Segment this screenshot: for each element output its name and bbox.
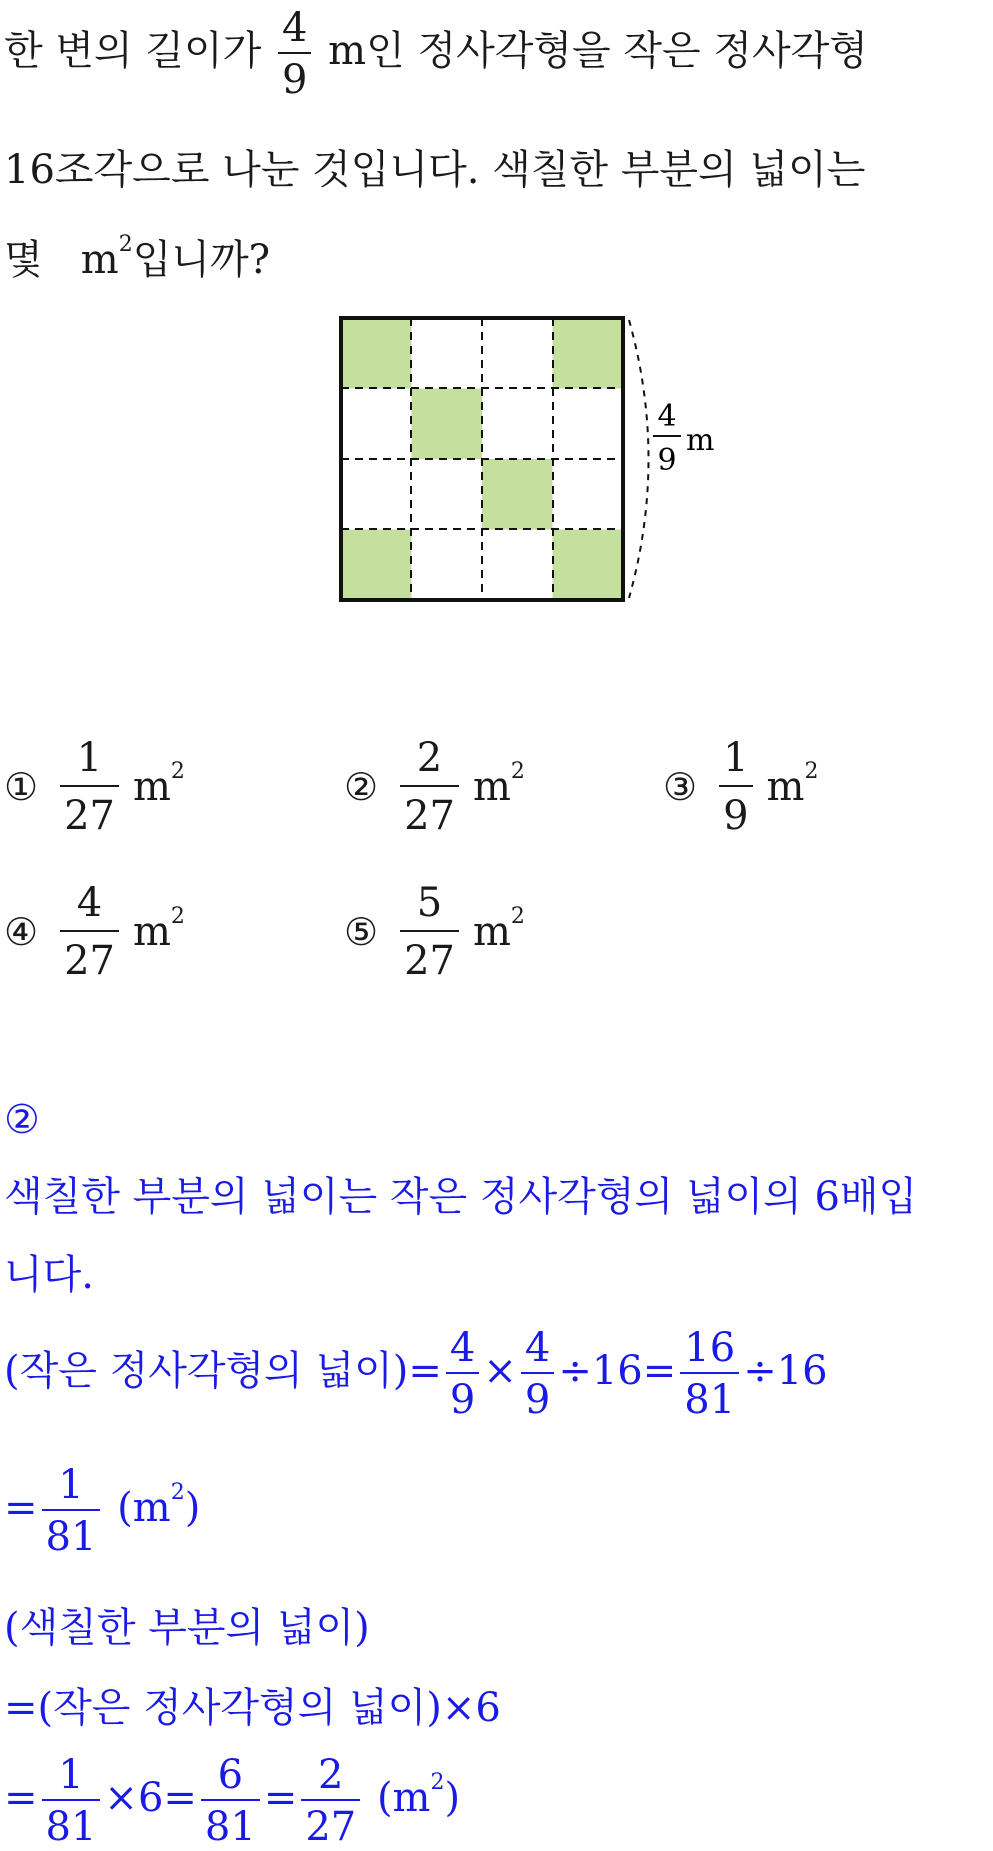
fraction-denominator: 27 <box>400 930 459 984</box>
choice-unit <box>472 759 525 810</box>
fraction-denominator: 81 <box>42 1799 101 1847</box>
unit-m: m <box>132 764 171 810</box>
shaded-cell <box>341 530 412 601</box>
unit-m: m <box>472 764 511 810</box>
choice-mark: ⑤ <box>344 910 379 954</box>
side-label-denominator: 9 <box>657 443 677 478</box>
solution-text-1: 색칠한 부분의 넓이는 작은 정사각형의 넓이의 6배입 <box>4 1174 918 1220</box>
shaded-cell <box>482 459 553 530</box>
fraction-numerator: 4 <box>524 1325 551 1371</box>
fraction-numerator: 1 <box>76 735 103 781</box>
solution-answer: ② <box>4 1097 40 1143</box>
choice-2[interactable] <box>344 735 525 839</box>
question-line-1 <box>4 5 868 103</box>
fraction <box>42 1752 101 1850</box>
unit-open: (m <box>376 1775 431 1821</box>
unit-m: m <box>472 909 511 955</box>
equals-sign: = <box>4 1775 38 1821</box>
fraction-denominator: 27 <box>60 785 119 839</box>
side-brace <box>629 320 649 598</box>
solution-text-2: 니다. <box>4 1252 94 1298</box>
fraction <box>42 1462 101 1560</box>
choice-unit <box>132 759 185 810</box>
fraction <box>201 1752 260 1850</box>
equation-label: (작은 정사각형의 넓이)= <box>4 1348 442 1394</box>
side-length-fraction <box>278 5 311 103</box>
fraction-denominator: 81 <box>42 1509 101 1557</box>
choice-mark: ① <box>4 765 39 809</box>
choice-fraction <box>400 880 459 984</box>
fraction-numerator: 16 <box>684 1325 736 1371</box>
fraction-numerator: 6 <box>217 1752 244 1798</box>
solution-equation-5 <box>4 1752 461 1850</box>
unit-close: ) <box>184 1485 201 1531</box>
fraction <box>446 1325 479 1423</box>
choice-mark: ④ <box>4 910 39 954</box>
shaded-cell <box>341 318 412 389</box>
shaded-cell <box>412 389 483 460</box>
fraction <box>521 1325 554 1423</box>
fraction-denominator: 81 <box>680 1372 739 1420</box>
fraction <box>680 1325 739 1423</box>
fraction-denominator: 27 <box>60 930 119 984</box>
fraction-denominator: 9 <box>521 1372 554 1420</box>
side-label-unit: m <box>686 423 715 458</box>
square-grid-figure <box>0 300 993 620</box>
question-text: m인 정사각형을 작은 정사각형 <box>328 28 868 74</box>
side-label-numerator: 4 <box>657 399 677 434</box>
choice-3[interactable] <box>663 735 818 839</box>
unit-exponent: 2 <box>118 232 133 257</box>
unit-exponent: 2 <box>170 904 185 929</box>
fraction-numerator: 4 <box>76 880 103 926</box>
solution-equation-1 <box>4 1325 828 1423</box>
question-text: 입니까? <box>132 237 271 283</box>
fraction-denominator: 9 <box>719 785 752 839</box>
solution-equation-3: (색칠한 부분의 넓이) <box>4 1605 370 1651</box>
unit-exponent: 2 <box>170 759 185 784</box>
choice-unit <box>766 759 819 810</box>
fraction-denominator: 27 <box>400 785 459 839</box>
unit-m: m <box>80 237 119 283</box>
fraction-denominator: 81 <box>201 1799 260 1847</box>
solution-equation-4: =(작은 정사각형의 넓이)×6 <box>4 1685 501 1731</box>
choice-mark: ② <box>344 765 379 809</box>
fraction-numerator: 5 <box>416 880 443 926</box>
equals-sign: = <box>4 1485 38 1531</box>
fraction <box>301 1752 360 1850</box>
solution-equation-2 <box>4 1462 201 1560</box>
question-line-3 <box>4 232 271 283</box>
fraction-numerator: 4 <box>449 1325 476 1371</box>
shaded-cell <box>553 318 624 389</box>
equation-operator: ÷16= <box>558 1348 677 1394</box>
unit-m: m <box>766 764 805 810</box>
fraction-numerator: 1 <box>723 735 749 781</box>
choice-mark: ③ <box>663 765 698 809</box>
equation-operator: ×6= <box>104 1775 197 1821</box>
equals-sign: = <box>263 1775 298 1821</box>
shaded-cell <box>553 530 624 601</box>
choice-1[interactable] <box>4 735 185 839</box>
fraction-numerator: 1 <box>58 1462 84 1508</box>
unit-exponent: 2 <box>510 904 525 929</box>
choice-5[interactable] <box>344 880 525 984</box>
fraction-denominator: 9 <box>278 52 311 100</box>
unit-exponent: 2 <box>510 759 525 784</box>
choice-fraction <box>719 735 752 839</box>
question-text: 몇 <box>4 237 43 283</box>
fraction-numerator: 1 <box>58 1752 84 1798</box>
choice-4[interactable] <box>4 880 185 984</box>
unit-open: (m <box>117 1485 171 1531</box>
unit-exponent: 2 <box>430 1770 445 1795</box>
choice-fraction <box>60 735 119 839</box>
unit-exponent: 2 <box>170 1480 185 1505</box>
equation-operator: ÷16 <box>743 1348 828 1394</box>
choice-unit <box>472 904 525 955</box>
unit-exponent: 2 <box>804 759 819 784</box>
unit-close: ) <box>444 1775 461 1821</box>
question-line-2: 16조각으로 나눈 것입니다. 색칠한 부분의 넓이는 <box>4 147 866 193</box>
choice-fraction <box>400 735 459 839</box>
fraction-numerator: 2 <box>416 735 443 781</box>
fraction-denominator: 9 <box>446 1372 479 1420</box>
fraction-numerator: 4 <box>282 5 308 51</box>
fraction-denominator: 27 <box>301 1799 360 1847</box>
fraction-numerator: 2 <box>318 1752 344 1798</box>
question-text: 한 변의 길이가 <box>4 28 262 74</box>
times-sign: × <box>483 1348 517 1394</box>
unit-m: m <box>132 909 171 955</box>
choice-unit <box>132 904 185 955</box>
choice-fraction <box>60 880 119 984</box>
